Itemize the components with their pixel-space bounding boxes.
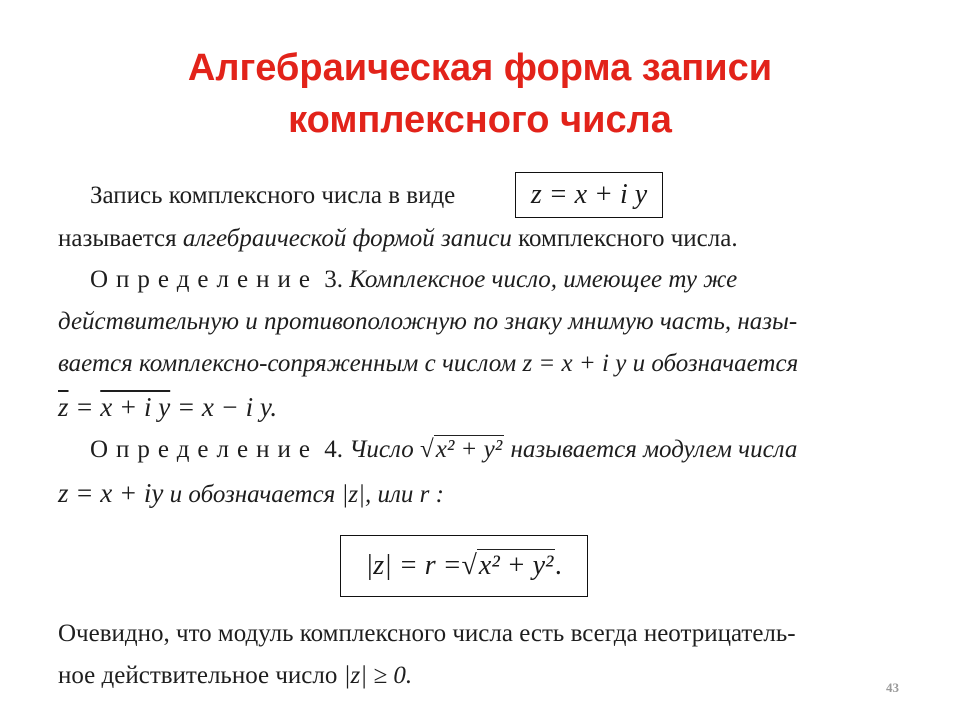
title-line-2: комплексного числа: [288, 99, 672, 141]
text-line-10: ное действительное число |z| ≥ 0.: [58, 662, 413, 689]
definition-label-3: Определение: [90, 266, 318, 293]
formula-box-2: [340, 535, 588, 597]
text-line-1: Запись комплексного числа в виде: [90, 182, 456, 209]
conjugate-z: $\overline{z}$: [58, 392, 69, 422]
title-line-1: Алгебраическая форма записи: [187, 47, 773, 89]
text-line-2: называется алгебраической формой записи комплексного числа.: [58, 225, 738, 252]
text-line-6: $\overline{z} = x + i$ y = x − i y.: [58, 392, 278, 422]
sqrt-expression-2: √x² + y²: [461, 550, 554, 581]
conjugate-expr: x + i y: [100, 392, 171, 422]
page-number: 43: [886, 680, 899, 695]
term-algebraic-form: алгебраической формой записи: [182, 225, 512, 252]
text-line-9: Очевидно, что модуль комплексного числа есть всегда неотрицатель-: [58, 620, 796, 647]
formula-1: z = x + i y: [530, 179, 648, 210]
text-line-7: Определение 4. Число √x² + y² называется модулем числа: [90, 436, 798, 463]
sqrt-expression: √x² + y²: [419, 436, 503, 463]
formula-box-1: [515, 172, 663, 218]
slide-title: [0, 42, 960, 146]
text-line-4: действительную и противоположную по знаку мнимую часть, назы-: [58, 308, 798, 335]
text-line-8: z = x + iy и обозначается |z|, или r :: [58, 478, 444, 508]
text-line-5: вается комплексно-сопряженным с числом z = x + i y и обозначается: [58, 350, 799, 377]
formula-2: |z| = r = √x² + y² .: [365, 550, 563, 581]
text-line-3: Определение 3. Комплексное число, имеющее ту же: [90, 266, 738, 293]
definition-label-4: Определение: [90, 436, 318, 463]
